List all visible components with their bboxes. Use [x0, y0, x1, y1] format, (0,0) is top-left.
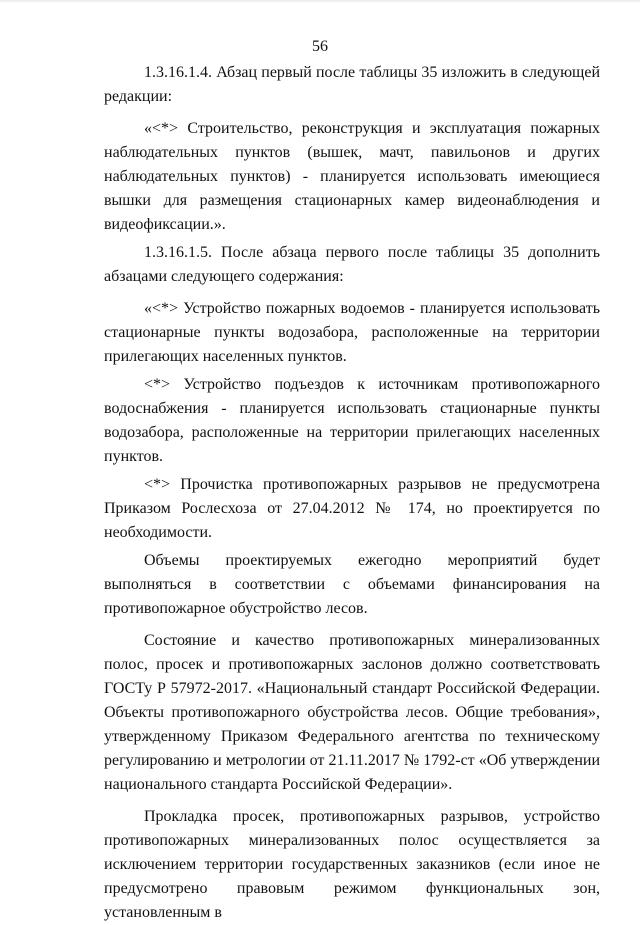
document-body — [104, 61, 600, 925]
paragraph-fire-ponds: «<*> Устройство пожарных водоемов - планируется использовать стационарные пункты водозабора, расположенные на территории прилегающих населенных пунктов. — [104, 300, 600, 365]
paragraph-observation-points: «<*> Строительство, реконструкция и эксплуатация пожарных наблюдательных пунктов (вышек, мачт, павильонов и других наблюдательных пунктов) - планируется использовать имеющиеся вышки для размещения стационарных камер видеонаблюдения и видеофиксации.». — [104, 120, 600, 233]
paragraph-gost-compliance: Состояние и качество противопожарных минерализованных полос, просек и противопожарных заслонов должно соответствовать ГОСТу Р 57972-2017. «Национальный стандарт Российской Федерации. Объекты противопожарного обустройства лесов. Общие требования», утвержденному Приказом Федерального агентства по техническому регулированию и метрологии от 21.11.2017 № 1792-ст «Об утверждении национального стандарта Российской Федерации». — [104, 632, 600, 793]
paragraph-clearings-layout: Прокладка просек, противопожарных разрывов, устройство противопожарных минерализованных полос осуществляется за исключением территории государственных заказников (если иное не предусмотрено правовым режимом функциональных зон, установленным в — [104, 808, 600, 921]
paragraph-amendment-1-3-16-1-5: 1.3.16.1.5. После абзаца первого после таблицы 35 дополнить абзацами следующего содержания: — [104, 244, 600, 285]
paragraph-annual-volumes: Объемы проектируемых ежегодно мероприятий будет выполняться в соответствии с объемами финансирования на противопожарное обустройство лесов. — [104, 552, 600, 617]
paragraph-access-roads: <*> Устройство подъездов к источникам противопожарного водоснабжения - планируется использовать стационарные пункты водозабора, расположенные на территории прилегающих населенных пунктов. — [104, 376, 600, 465]
page-number: 56 — [312, 38, 328, 55]
paragraph-firebreak-clearing: <*> Прочистка противопожарных разрывов не предусмотрена Приказом Рослесхоза от 27.04.2012 № 174, но проектируется по необходимости. — [104, 476, 600, 541]
paragraph-amendment-1-3-16-1-4: 1.3.16.1.4. Абзац первый после таблицы 35 изложить в следующей редакции: — [104, 64, 600, 105]
scan-top-edge — [0, 0, 640, 3]
